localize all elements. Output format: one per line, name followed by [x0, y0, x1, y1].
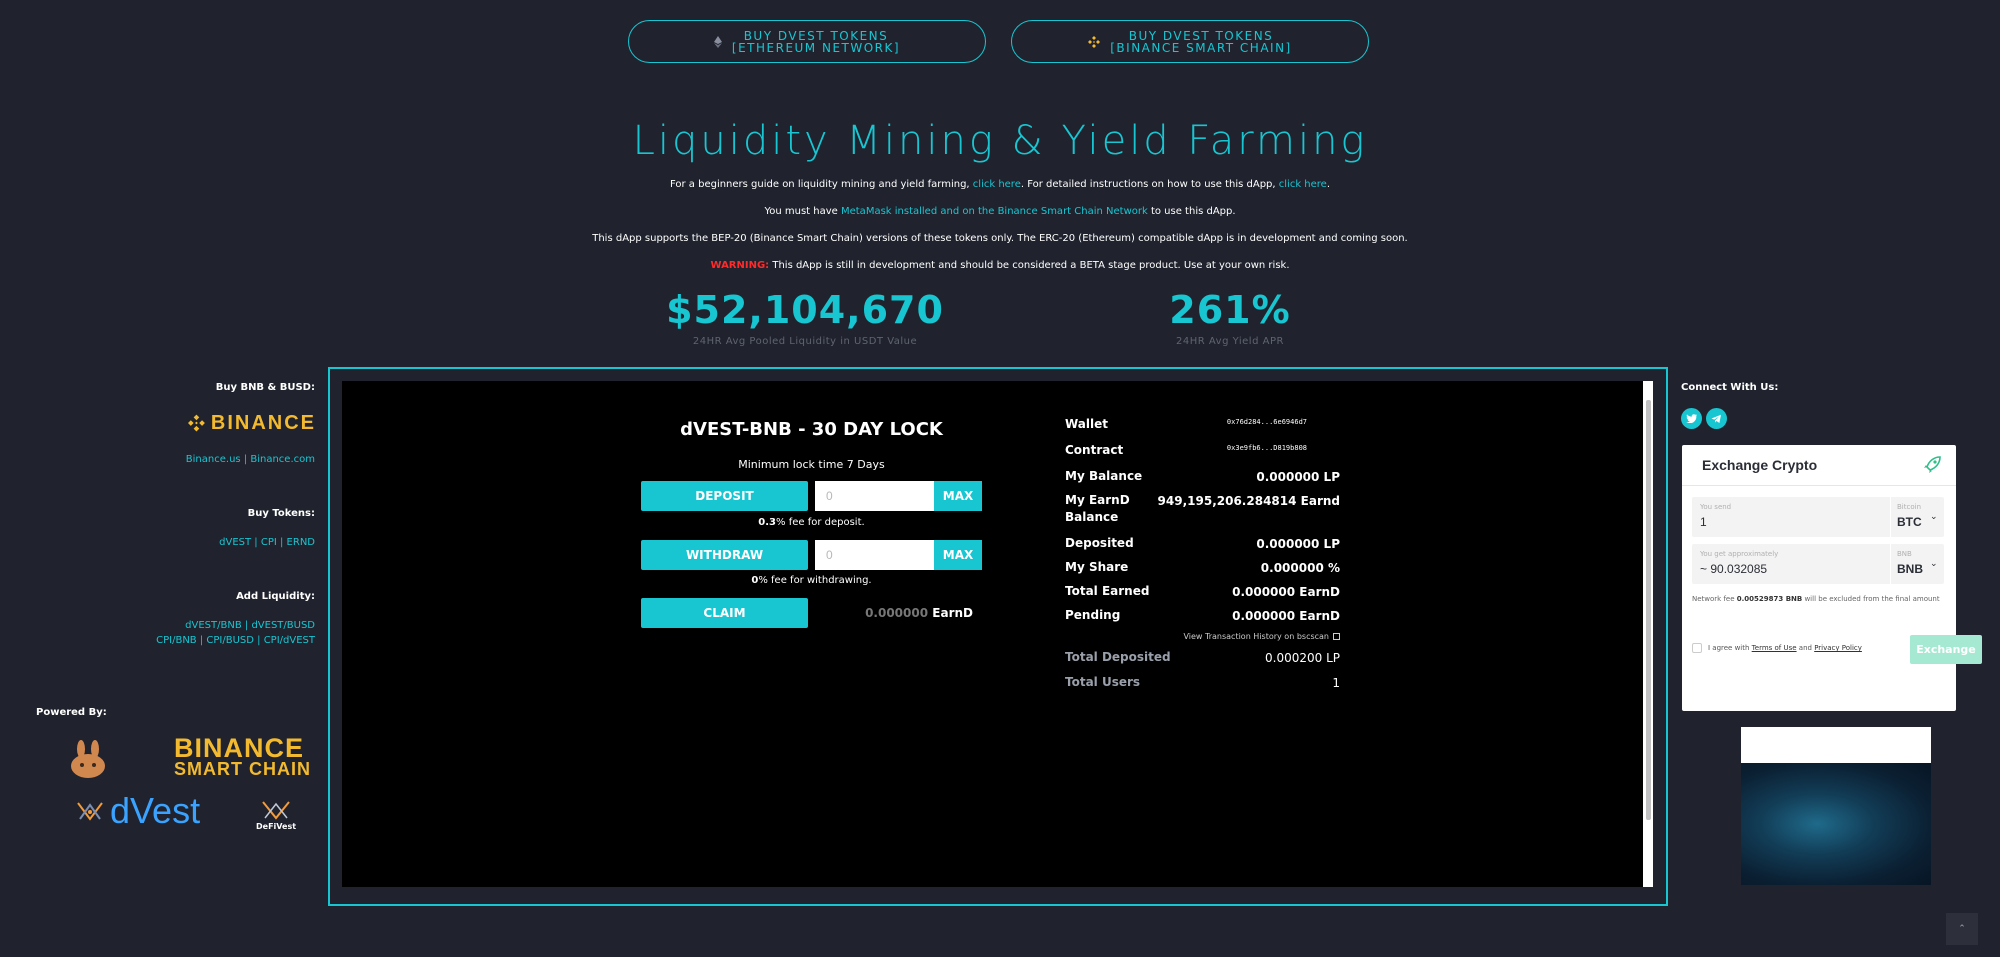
buy-bnb-label [0, 382, 315, 393]
exchange-widget-title: Exchange Crypto [1702, 457, 1818, 473]
dvest-logo[interactable] [76, 790, 200, 832]
add-liquidity-dvest-bnb-link[interactable]: dVEST/BNB [185, 620, 242, 631]
buy-tokens-label-text: Buy Tokens: [247, 508, 315, 519]
deposit-max-button[interactable]: MAX [934, 481, 982, 511]
contract-label: Contract [1065, 443, 1124, 457]
buy-cpi-link[interactable]: CPI [260, 537, 277, 548]
pool-panel [342, 381, 1653, 887]
chevron-down-icon[interactable]: ⌄ [1930, 512, 1938, 522]
beginners-guide-link[interactable]: click here [972, 179, 1021, 190]
total-deposited-value: 0.000200 LP [1265, 651, 1340, 665]
warning-label: WARNING: [710, 260, 770, 271]
yield-apr-caption: 24HR Avg Yield APR [1176, 336, 1284, 347]
pooled-liquidity-caption: 24HR Avg Pooled Liquidity in USDT Value [692, 336, 918, 347]
exchange-widget-divider [1682, 485, 1956, 486]
binance-logo-text: BINANCE [210, 411, 316, 434]
send-currency-select[interactable]: BTC [1897, 515, 1922, 529]
buy-bnb-label-text: Buy BNB & BUSD: [215, 382, 315, 393]
add-liquidity-cpi-bnb-link[interactable]: CPI/BNB [156, 635, 197, 646]
buy-ernd-link[interactable]: ERND [286, 537, 315, 548]
warning-text: This dApp is still in development and should be considered a BETA stage product. Use at your own risk. [769, 260, 1290, 271]
binance-links [0, 454, 315, 465]
withdraw-button[interactable]: WITHDRAW [641, 540, 808, 570]
claim-button[interactable]: CLAIM [641, 598, 808, 628]
pending-value: 0.000000 EarnD [1232, 609, 1340, 623]
pancake-bunny-icon [70, 740, 106, 778]
wallet-address: 0x76d284...6e6946d7 [1226, 418, 1307, 426]
receive-currency-select[interactable]: BNB [1897, 562, 1923, 576]
metamask-link[interactable]: MetaMask installed and on the Binance Smart Chain Network [840, 206, 1148, 217]
bsc-button-line1: BUY DVEST TOKENS [1128, 28, 1274, 43]
agree-pre: I agree with [1708, 644, 1752, 652]
ethereum-icon [714, 36, 722, 48]
panel-scrollbar-thumb[interactable] [1646, 400, 1651, 820]
guide-line [0, 179, 2000, 190]
deposited-value: 0.000000 LP [1256, 537, 1340, 551]
deposit-fee-label: % fee for deposit. [776, 517, 865, 528]
pooled-liquidity-stat [640, 288, 970, 347]
chevron-up-icon: ⌃ [1958, 924, 1966, 934]
metamask-line [0, 206, 2000, 217]
add-liquidity-label [0, 591, 315, 602]
add-liquidity-cpi-dvest-link[interactable]: CPI/dVEST [263, 635, 315, 646]
twitter-icon [1686, 414, 1697, 423]
rocket-icon [1922, 455, 1942, 475]
guide-text-mid: . For detailed instructions on how to use this dApp, [1020, 179, 1279, 190]
deposit-fee-text [640, 517, 983, 528]
metamask-text: You must have [764, 206, 841, 217]
chevron-down-icon[interactable]: ⌄ [1930, 559, 1938, 569]
warning-line [0, 260, 2000, 271]
receive-caption: You get approximately [1700, 550, 1779, 558]
my-earnd-balance-label [1065, 492, 1130, 526]
guide-text: For a beginners guide on liquidity mining and yield farming, [669, 179, 973, 190]
fee-value: 0.00529873 BNB [1736, 595, 1803, 603]
terms-of-use-link[interactable]: Terms of Use [1751, 644, 1797, 652]
earnd-label-line1: My EarnD [1065, 493, 1130, 507]
buy-tokens-label [0, 508, 315, 519]
send-caption: You send [1700, 503, 1732, 511]
binance-logo[interactable] [188, 410, 316, 436]
metamask-text-end: to use this dApp. [1147, 206, 1236, 217]
connect-label: Connect With Us: [1681, 382, 1779, 393]
send-currency-caption: Bitcoin [1897, 503, 1922, 511]
bscscan-history-text: View Transaction History on bscscan [1183, 632, 1329, 641]
scroll-to-top-button[interactable] [1946, 913, 1978, 945]
total-deposited-label: Total Deposited [1065, 650, 1171, 664]
my-earnd-balance-value: 949,195,206.284814 Earnd [1157, 494, 1340, 508]
page-title: Liquidity Mining & Yield Farming [632, 118, 1368, 164]
privacy-policy-link[interactable]: Privacy Policy [1814, 644, 1862, 652]
eth-button-line1: BUY DVEST TOKENS [743, 28, 889, 43]
fee-post: will be excluded from the final amount [1802, 595, 1940, 603]
my-balance-label: My Balance [1065, 469, 1143, 483]
buy-dvest-ethereum-button[interactable] [628, 20, 986, 63]
yield-apr-stat [1080, 288, 1380, 347]
telegram-button[interactable] [1706, 408, 1727, 429]
pending-label: Pending [1065, 608, 1121, 622]
defivest-logo-text: DeFiVest [256, 822, 297, 831]
total-earned-label: Total Earned [1065, 584, 1150, 598]
receive-separator [1890, 544, 1891, 584]
send-separator [1890, 497, 1891, 537]
bsc-button-line2: [BINANCE SMART CHAIN] [1110, 40, 1292, 55]
twitter-button[interactable] [1681, 408, 1702, 429]
receive-amount: ~ 90.032085 [1700, 562, 1768, 576]
deposited-label: Deposited [1065, 536, 1134, 550]
ad-banner[interactable] [1741, 727, 1931, 885]
instructions-link[interactable]: click here [1278, 179, 1327, 190]
guide-text-end: . [1326, 179, 1331, 190]
ad-banner-image [1741, 763, 1931, 885]
withdraw-fee-label: % fee for withdrawing. [758, 575, 872, 586]
pancakeswap-logo[interactable] [70, 740, 106, 782]
add-liquidity-dvest-busd-link[interactable]: dVEST/BUSD [251, 620, 315, 631]
total-earned-value: 0.000000 EarnD [1232, 585, 1340, 599]
agree-mid: and [1796, 644, 1815, 652]
powered-by-label: Powered By: [36, 707, 107, 718]
receive-field[interactable] [1692, 544, 1944, 584]
add-liquidity-links-row2: CPI/BNB | CPI/BUSD | CPI/dVEST [156, 635, 315, 646]
buy-dvest-bsc-button[interactable] [1011, 20, 1369, 63]
binance-logo-icon [188, 412, 205, 434]
withdraw-fee-text [640, 575, 983, 586]
send-field[interactable] [1692, 497, 1944, 537]
fee-pre: Network fee [1692, 595, 1737, 603]
claim-amount-value: 0.000000 [865, 606, 929, 620]
total-users-value: 1 [1332, 676, 1340, 690]
defivest-mark-icon [261, 800, 291, 820]
deposit-amount-input[interactable] [815, 481, 934, 511]
add-liquidity-cpi-busd-link[interactable]: CPI/BUSD [206, 635, 254, 646]
buy-dvest-link[interactable]: dVEST [219, 537, 252, 548]
binance-com-link[interactable]: Binance.com [250, 454, 315, 465]
support-line: This dApp supports the BEP-20 (Binance Smart Chain) versions of these tokens only. The ERC-20 (Ethereum) compatible dApp is in development and coming soon. [592, 233, 1408, 244]
terms-agreement [1692, 643, 1862, 653]
link-separator: | [240, 454, 251, 465]
deposit-button[interactable]: DEPOSIT [641, 481, 808, 511]
eth-button-line2: [ETHEREUM NETWORK] [731, 40, 901, 55]
claim-amount-unit: EarnD [928, 606, 973, 620]
wallet-label: Wallet [1065, 417, 1109, 431]
deposit-fee-value: 0.3 [758, 517, 777, 528]
network-fee-note [1692, 595, 1940, 603]
min-lock-text: Minimum lock time 7 Days [738, 458, 885, 471]
yield-apr-value: 261% [1169, 288, 1291, 332]
defivest-logo[interactable] [256, 800, 296, 831]
total-users-label: Total Users [1065, 675, 1141, 689]
binance-icon [1088, 36, 1100, 48]
telegram-icon [1711, 414, 1722, 424]
bsc-logo-line2: SMART CHAIN [174, 759, 311, 779]
withdraw-max-button[interactable]: MAX [934, 540, 982, 570]
pooled-liquidity-value: $52,104,670 [666, 288, 944, 332]
withdraw-fee-value: 0 [751, 575, 759, 586]
earnd-label-line2: Balance [1065, 510, 1119, 524]
my-share-label: My Share [1065, 560, 1129, 574]
receive-currency-caption: BNB [1897, 550, 1912, 558]
my-share-value: 0.000000 % [1260, 561, 1340, 575]
add-liquidity-label-text: Add Liquidity: [236, 591, 315, 602]
external-link-icon [1333, 633, 1340, 640]
claim-amount [860, 606, 973, 620]
contract-address: 0x3e9fb6...D819b808 [1226, 444, 1307, 452]
bscscan-history-link[interactable] [1183, 632, 1340, 641]
send-amount[interactable]: 1 [1700, 515, 1707, 529]
dvest-mark-icon [76, 799, 104, 823]
add-liquidity-links-row1: dVEST/BNB | dVEST/BUSD [185, 620, 315, 631]
withdraw-amount-input[interactable] [815, 540, 934, 570]
pool-title: dVEST-BNB - 30 DAY LOCK [680, 419, 943, 440]
terms-checkbox[interactable] [1692, 643, 1702, 653]
bsc-logo-line1: BINANCE [174, 733, 305, 763]
my-balance-value: 0.000000 LP [1256, 470, 1340, 484]
dvest-logo-text: dVest [110, 790, 201, 831]
exchange-button[interactable]: Exchange [1910, 635, 1982, 664]
buy-tokens-links: dVEST | CPI | ERND [219, 537, 315, 548]
exchange-widget [1682, 445, 1956, 711]
binance-smart-chain-logo[interactable] [174, 733, 311, 780]
binance-us-link[interactable]: Binance.us [185, 454, 241, 465]
